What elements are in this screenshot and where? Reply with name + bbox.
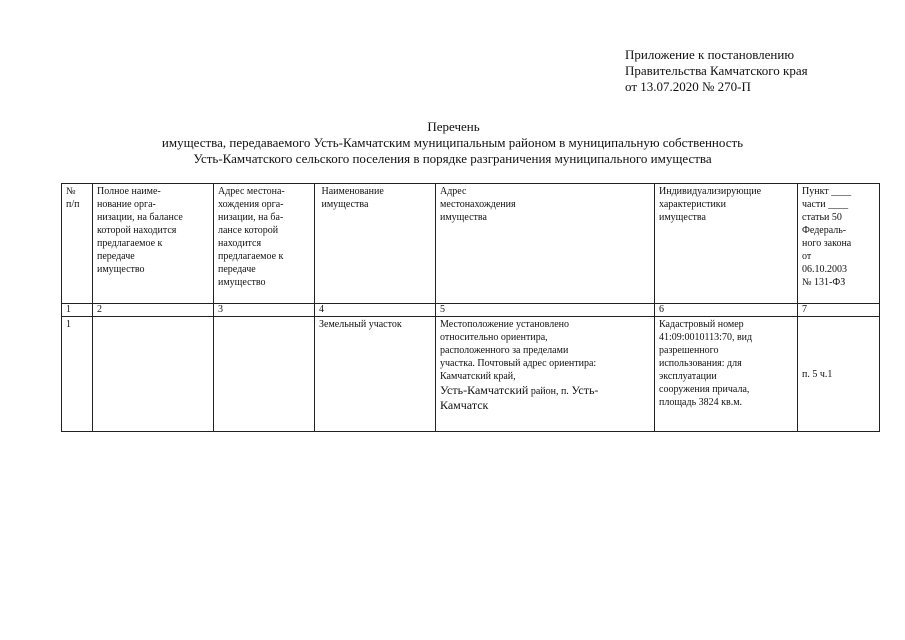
header-text: имущество	[97, 264, 145, 275]
header-text: передаче	[97, 251, 135, 262]
row-characteristics	[655, 317, 798, 432]
column-number: 1	[62, 304, 93, 317]
row-num: 1	[62, 317, 93, 432]
address-line: относительно ориентира,	[440, 332, 548, 343]
header-text: части ____	[802, 199, 849, 210]
characteristics-line: Кадастровый номер	[659, 319, 744, 330]
header-text: от	[802, 251, 812, 262]
characteristics-line: площадь 3824 кв.м.	[659, 397, 743, 408]
address-settlement: Усть-	[571, 383, 599, 397]
address-line: расположенного за пределами	[440, 345, 569, 356]
characteristics-line: 41:09:0010113:70, вид	[659, 332, 753, 343]
header-cell-org-name	[93, 184, 214, 304]
header-text: №	[66, 186, 76, 197]
column-number: 7	[798, 304, 880, 317]
column-number: 6	[655, 304, 798, 317]
table-row	[62, 317, 880, 432]
row-org-address	[214, 317, 315, 432]
characteristics-line: использования: для	[659, 358, 742, 369]
row-article: п. 5 ч.1	[798, 317, 880, 432]
header-text: ного закона	[802, 238, 852, 249]
appendix-note	[625, 47, 808, 95]
header-text: Пункт ____	[802, 186, 852, 197]
header-text: характеристики	[659, 199, 727, 210]
header-text: имущества	[319, 199, 369, 210]
title-line-1: Перечень	[427, 119, 480, 134]
title-line-2: имущества, передаваемого Усть-Камчатским муниципальным районом в муниципальную собственность	[161, 135, 744, 150]
header-cell-num	[62, 184, 93, 304]
header-text: Индивидуализирующие	[659, 186, 762, 197]
appendix-line-1: Приложение к постановлению	[625, 47, 795, 62]
header-cell-property-address	[436, 184, 655, 304]
address-line: Местоположение установлено	[440, 319, 570, 330]
row-property-address	[436, 317, 655, 432]
table-header-row	[62, 184, 880, 304]
column-number: 4	[315, 304, 436, 317]
document-title	[0, 119, 905, 167]
header-text: нование орга-	[97, 199, 156, 210]
header-cell-characteristics	[655, 184, 798, 304]
column-number: 2	[93, 304, 214, 317]
column-number-row	[62, 304, 880, 317]
header-text: передаче	[218, 264, 256, 275]
header-text: которой находится	[97, 225, 177, 236]
row-org-name	[93, 317, 214, 432]
column-number: 5	[436, 304, 655, 317]
title-line-3: Усть-Камчатского сельского поселения в порядке разграничения муниципального имущества	[193, 151, 712, 166]
header-text: хождения орга-	[218, 199, 284, 210]
column-number: 3	[214, 304, 315, 317]
header-cell-org-address	[214, 184, 315, 304]
address-district: Усть-Камчатский	[440, 383, 529, 397]
header-text: п/п	[66, 199, 80, 210]
address-district-suffix: район, п.	[528, 386, 572, 397]
header-text: Федераль-	[802, 225, 847, 236]
header-text: имущества	[659, 212, 706, 223]
header-text: Полное наиме-	[97, 186, 161, 197]
header-text: низации, на ба-	[218, 212, 284, 223]
header-text: 06.10.2003	[802, 264, 847, 275]
address-line: Камчатский край,	[440, 371, 516, 382]
header-text: имущества	[440, 212, 487, 223]
property-table	[61, 183, 880, 432]
characteristics-line: разрешенного	[659, 345, 719, 356]
address-line-last: Камчатск	[440, 398, 489, 412]
header-text: имущество	[218, 277, 266, 288]
address-line: участка. Почтовый адрес ориентира:	[440, 358, 597, 369]
header-text: низации, на балансе	[97, 212, 183, 223]
characteristics-line: сооружения причала,	[659, 384, 750, 395]
header-cell-property-name	[315, 184, 436, 304]
header-text: местонахождения	[440, 199, 516, 210]
appendix-line-3: от 13.07.2020 № 270-П	[625, 79, 751, 94]
header-cell-article	[798, 184, 880, 304]
header-text: Наименование	[319, 186, 384, 197]
header-text: Адрес	[440, 186, 467, 197]
header-text: статьи 50	[802, 212, 842, 223]
header-text: предлагаемое к	[218, 251, 284, 262]
header-text: Адрес местона-	[218, 186, 285, 197]
row-property-name: Земельный участок	[315, 317, 436, 432]
header-text: находится	[218, 238, 262, 249]
header-text: лансе которой	[218, 225, 279, 236]
header-text: № 131-ФЗ	[802, 277, 846, 288]
appendix-line-2: Правительства Камчатского края	[625, 63, 808, 78]
header-text: предлагаемое к	[97, 238, 163, 249]
characteristics-line: эксплуатации	[659, 371, 717, 382]
